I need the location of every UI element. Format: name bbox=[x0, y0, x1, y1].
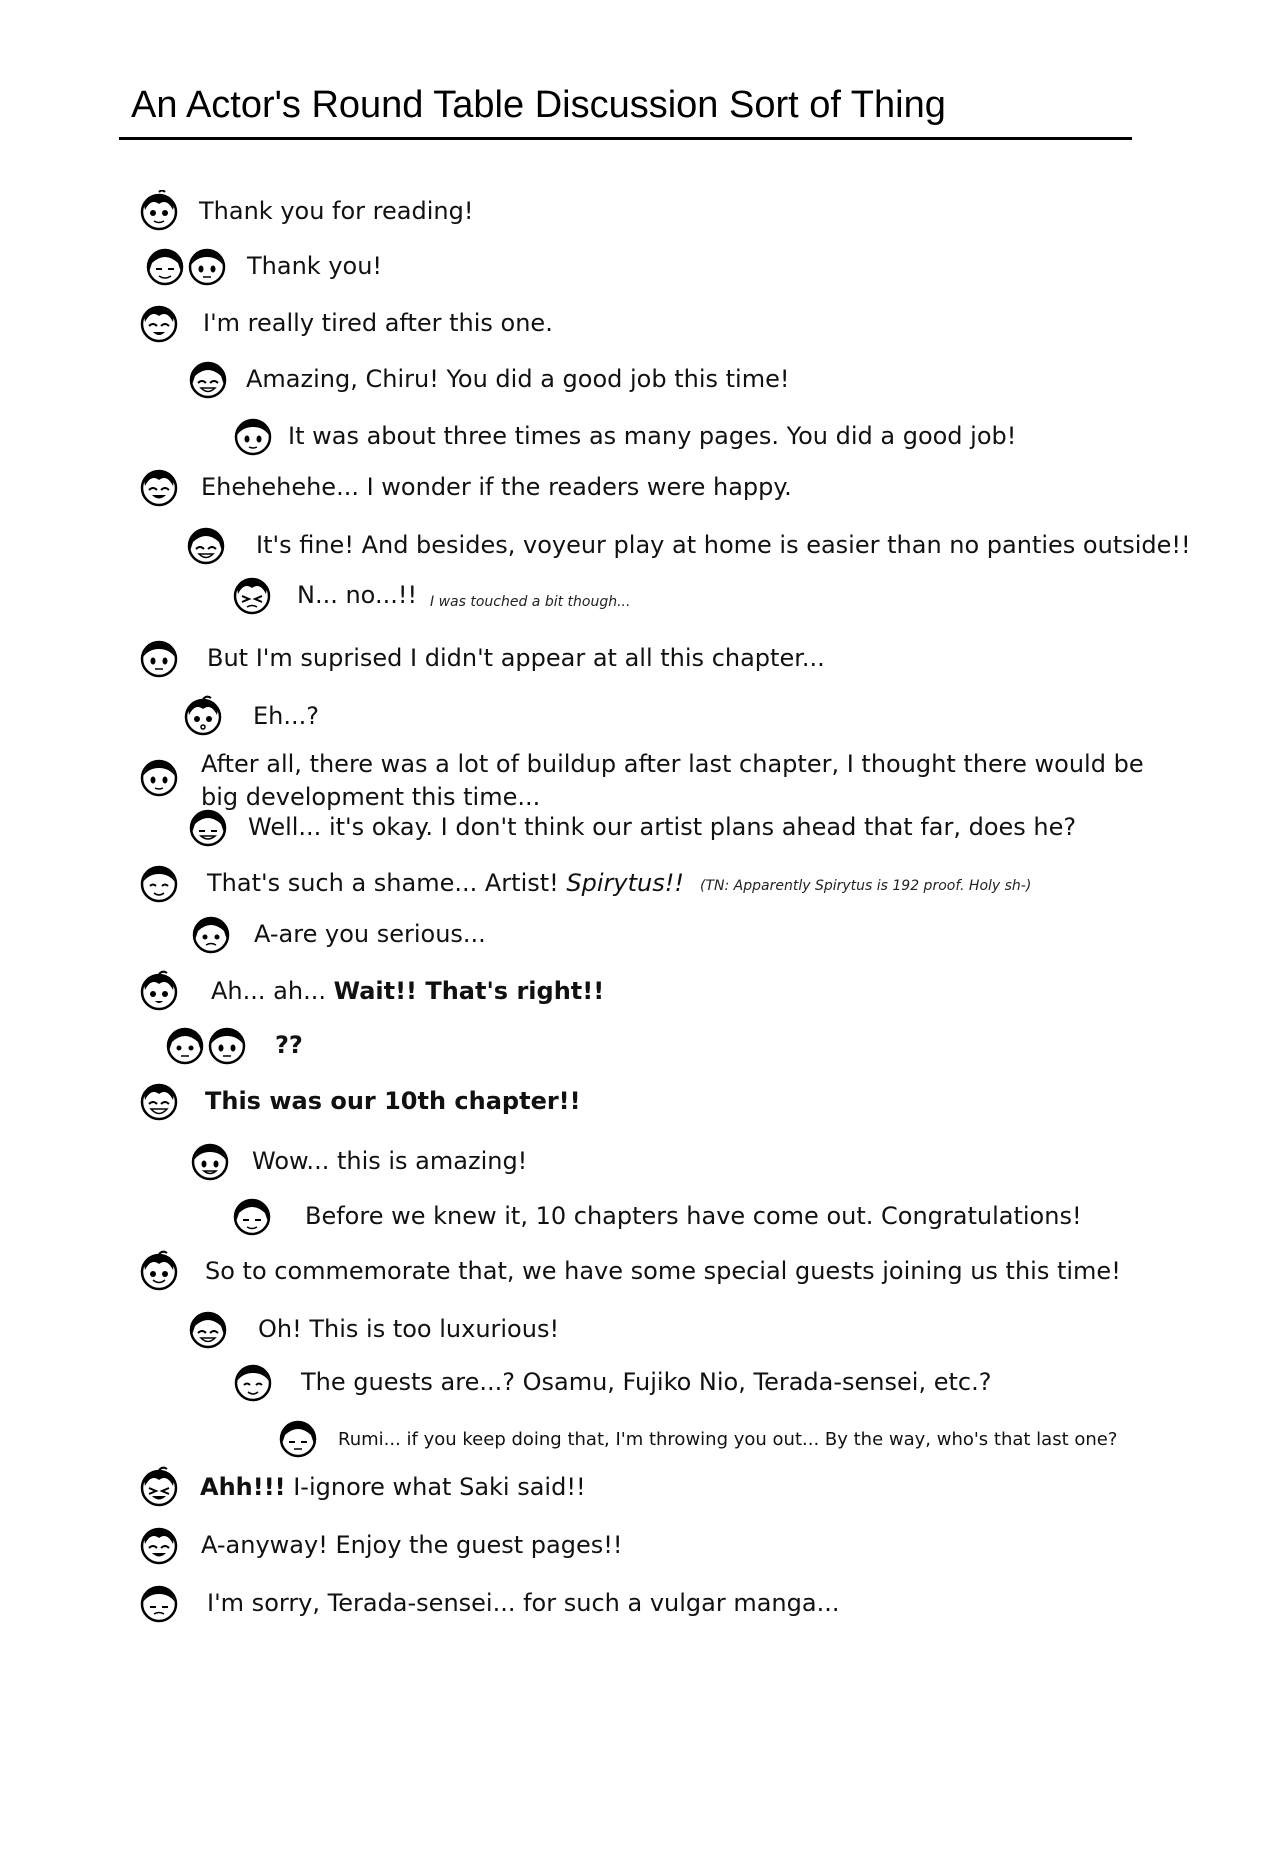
saki-face-icon bbox=[139, 1582, 179, 1624]
rumi-face-icon bbox=[188, 806, 228, 848]
dialogue-text: After all, there was a lot of buildup after last chapter, I thought there would be big development this time... bbox=[201, 750, 1144, 811]
dialogue-text: Wow... this is amazing! bbox=[252, 1147, 528, 1175]
dialogue-text: The guests are...? Osamu, Fujiko Nio, Terada-sensei, etc.? bbox=[301, 1368, 992, 1396]
dialogue-text bbox=[211, 977, 604, 1005]
saki-face-icon bbox=[139, 756, 179, 798]
rumi-face-icon bbox=[186, 524, 226, 566]
dialogue-emphasis: Wait!! That's right!! bbox=[333, 977, 605, 1005]
chiru-face-icon bbox=[139, 1080, 179, 1122]
dialogue-text: It was about three times as many pages. You did a good job! bbox=[288, 422, 1017, 450]
dialogue-emphasis: Spirytus!! bbox=[566, 869, 684, 897]
rumi-face-icon bbox=[188, 1308, 228, 1350]
dialogue-text: Well... it's okay. I don't think our artist plans ahead that far, does he? bbox=[248, 813, 1077, 841]
dialogue-text bbox=[207, 869, 684, 897]
chiru-face-icon bbox=[139, 1524, 179, 1566]
dialogue-text: Eh...? bbox=[253, 702, 319, 730]
dialogue-text bbox=[200, 1473, 586, 1501]
dialogue-text: Oh! This is too luxurious! bbox=[258, 1315, 560, 1343]
saki-face-icon bbox=[187, 245, 227, 287]
saki-face-icon bbox=[233, 1361, 273, 1403]
chiru-face-icon bbox=[139, 466, 179, 508]
rumi-face-icon bbox=[232, 1195, 272, 1237]
dialogue-text: I'm sorry, Terada-sensei... for such a vulgar manga... bbox=[207, 1589, 840, 1617]
dialogue-text: Before we knew it, 10 chapters have come out. Congratulations! bbox=[305, 1202, 1082, 1230]
chiru-face-icon bbox=[232, 574, 272, 616]
dialogue-text: Ehehehehe... I wonder if the readers were happy. bbox=[201, 473, 792, 501]
dialogue-emphasis: Ahh!!! bbox=[200, 1473, 286, 1501]
dialogue-text: Thank you! bbox=[247, 252, 383, 280]
chiru-face-icon bbox=[139, 1466, 179, 1508]
dialogue-text: Amazing, Chiru! You did a good job this time! bbox=[246, 365, 790, 393]
saki-face-icon bbox=[207, 1024, 247, 1066]
chiru-face-icon bbox=[183, 695, 223, 737]
dialogue-text-plain: I-ignore what Saki said!! bbox=[285, 1473, 586, 1501]
rumi-face-icon bbox=[145, 245, 185, 287]
dialogue-text: I'm really tired after this one. bbox=[203, 309, 553, 337]
chiru-face-icon bbox=[139, 970, 179, 1012]
chiru-face-icon bbox=[139, 190, 179, 232]
saki-face-icon bbox=[190, 1140, 230, 1182]
dialogue-text-plain: Ah... ah... bbox=[211, 977, 334, 1005]
saki-face-icon bbox=[139, 637, 179, 679]
chiru-face-icon bbox=[139, 1250, 179, 1292]
chiru-face-icon bbox=[139, 302, 179, 344]
rumi-face-icon bbox=[188, 358, 228, 400]
dialogue-text: A-are you serious... bbox=[254, 920, 486, 948]
dialogue-text: N... no...!! bbox=[297, 581, 418, 609]
dialogue-text: But I'm suprised I didn't appear at all this chapter... bbox=[207, 644, 825, 672]
dialogue-aside: I was touched a bit though... bbox=[430, 594, 631, 610]
rumi-face-icon bbox=[191, 913, 231, 955]
dialogue-text: Rumi... if you keep doing that, I'm throwing you out... By the way, who's that last one? bbox=[338, 1429, 1118, 1450]
rumi-face-icon bbox=[278, 1417, 318, 1459]
saki-face-icon bbox=[139, 862, 179, 904]
dialogue-text: A-anyway! Enjoy the guest pages!! bbox=[201, 1531, 623, 1559]
dialogue-text: It's fine! And besides, voyeur play at home is easier than no panties outside!! bbox=[256, 531, 1191, 559]
dialogue-text: Thank you for reading! bbox=[199, 197, 474, 225]
title-underline bbox=[119, 137, 1132, 140]
dialogue-text: ?? bbox=[275, 1031, 303, 1059]
dialogue-text: This was our 10th chapter!! bbox=[205, 1087, 581, 1115]
rumi-face-icon bbox=[165, 1024, 205, 1066]
dialogue-text: So to commemorate that, we have some special guests joining us this time! bbox=[205, 1257, 1121, 1285]
saki-face-icon bbox=[233, 415, 273, 457]
page-title: An Actor's Round Table Discussion Sort of Thing bbox=[131, 84, 946, 126]
dialogue-text-plain: That's such a shame... Artist! bbox=[207, 869, 567, 897]
translator-note: (TN: Apparently Spirytus is 192 proof. Holy sh-) bbox=[700, 878, 1032, 894]
